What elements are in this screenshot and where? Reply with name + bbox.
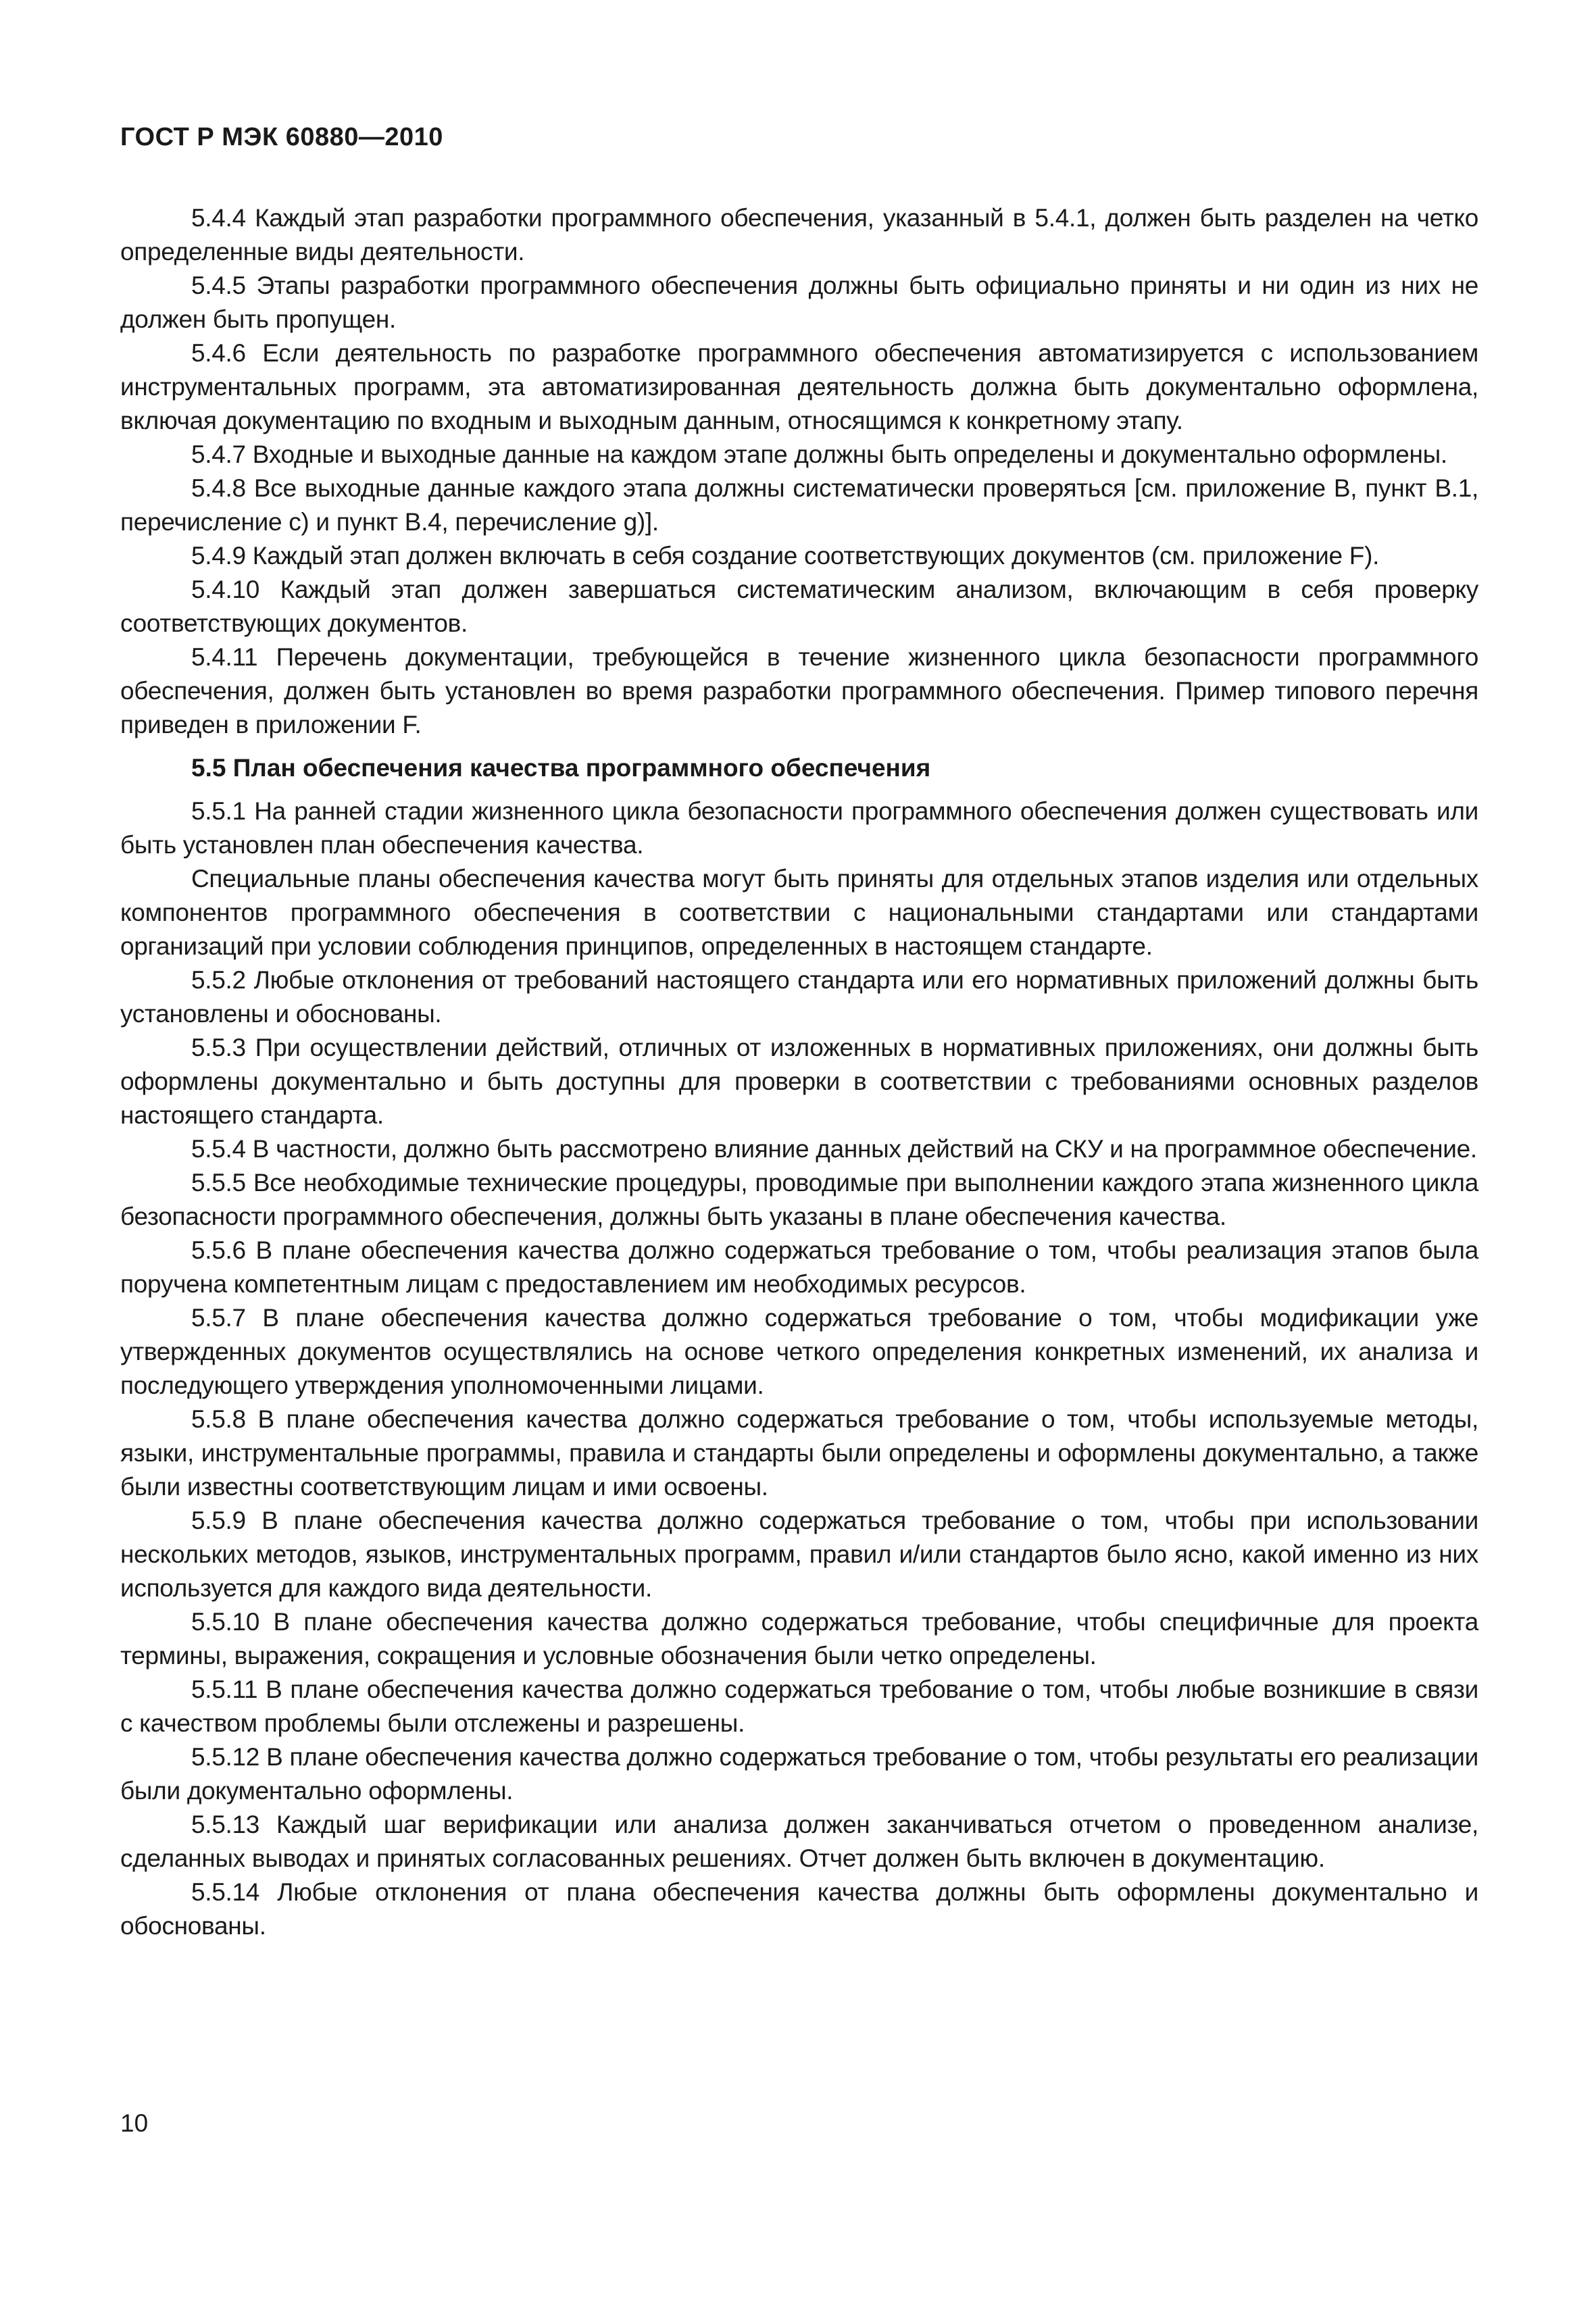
clause-5-4-6: 5.4.6 Если деятельность по разработке программного обеспечения автоматизируется с использованием инструментальных программ, эта автоматизированная деятельность должна быть документально оформлена, включая документацию по входным и выходным данным, относящимся к конкретному этапу.: [120, 339, 1478, 434]
clause-5-4-10: 5.4.10 Каждый этап должен завершаться систематическим анализом, включающим в себя проверку соответствующих документов.: [120, 576, 1478, 637]
clause-5-5-1: 5.5.1 На ранней стадии жизненного цикла безопасности программного обеспечения должен существовать или быть установлен план обеспечения качества.: [120, 797, 1478, 859]
document-body: [120, 201, 1478, 1943]
clause-5-5-7: 5.5.7 В плане обеспечения качества должно содержаться требование о том, чтобы модификации уже утвержденных документов осуществлялись на основе четкого определения конкретных изменений, их анализа и последующего утверждения уполномоченными лицами.: [120, 1304, 1478, 1399]
clause-5-5-1-special-plans: Специальные планы обеспечения качества могут быть приняты для отдельных этапов изделия или отдельных компонентов программного обеспечения в соответствии с национальными стандартами или стандартами организаций при условии соблюдения принципов, определенных в настоящем стандарте.: [120, 865, 1478, 960]
clause-5-5-11: 5.5.11 В плане обеспечения качества должно содержаться требование о том, чтобы любые возникшие в связи с качеством проблемы были отслежены и разрешены.: [120, 1676, 1478, 1737]
clause-5-5-8: 5.5.8 В плане обеспечения качества должно содержаться требование о том, чтобы используемые методы, языки, инструментальные программы, правила и стандарты были определены и оформлены документально, а также были известны соответствующим лицам и ими освоены.: [120, 1405, 1478, 1501]
clause-5-4-11: 5.4.11 Перечень документации, требующейся в течение жизненного цикла безопасности программного обеспечения, должен быть установлен во время разработки программного обеспечения. Пример типового перечня приведен в приложении F.: [120, 643, 1478, 738]
clause-5-5-13: 5.5.13 Каждый шаг верификации или анализа должен заканчиваться отчетом о проведенном анализе, сделанных выводах и принятых согласованных решениях. Отчет должен быть включен в документацию.: [120, 1811, 1478, 1872]
clause-5-4-9: 5.4.9 Каждый этап должен включать в себя создание соответствующих документов (см. приложение F).: [191, 542, 1380, 570]
clause-5-5-4: 5.5.4 В частности, должно быть рассмотрено влияние данных действий на СКУ и на программное обеспечение.: [191, 1135, 1477, 1163]
document-header: ГОСТ Р МЭК 60880—2010: [120, 123, 443, 151]
clause-5-5-6: 5.5.6 В плане обеспечения качества должно содержаться требование о том, чтобы реализация этапов была поручена компетентным лицам с предоставлением им необходимых ресурсов.: [120, 1236, 1478, 1298]
page-number: 10: [120, 2109, 149, 2137]
clause-5-4-5: 5.4.5 Этапы разработки программного обеспечения должны быть официально приняты и ни один из них не должен быть пропущен.: [120, 272, 1478, 333]
clause-5-4-7: 5.4.7 Входные и выходные данные на каждом этапе должны быть определены и документально оформлены.: [191, 441, 1447, 468]
section-heading-5-5: 5.5 План обеспечения качества программного обеспечения: [191, 754, 931, 782]
clause-5-5-5: 5.5.5 Все необходимые технические процедуры, проводимые при выполнении каждого этапа жизненного цикла безопасности программного обеспечения, должны быть указаны в плане обеспечения качества.: [120, 1169, 1478, 1230]
clause-5-5-9: 5.5.9 В плане обеспечения качества должно содержаться требование о том, чтобы при использовании нескольких методов, языков, инструментальных программ, правил и/или стандартов было ясно, какой именно из них используется для каждого вида деятельности.: [120, 1507, 1478, 1602]
clause-5-4-4: 5.4.4 Каждый этап разработки программного обеспечения, указанный в 5.4.1, должен быть разделен на четко определенные виды деятельности.: [120, 204, 1478, 266]
clause-5-5-14: 5.5.14 Любые отклонения от плана обеспечения качества должны быть оформлены документально и обоснованы.: [120, 1878, 1478, 1940]
clause-5-5-2: 5.5.2 Любые отклонения от требований настоящего стандарта или его нормативных приложений должны быть установлены и обоснованы.: [120, 966, 1478, 1028]
clause-5-5-12: 5.5.12 В плане обеспечения качества должно содержаться требование о том, чтобы результаты его реализации были документально оформлены.: [120, 1743, 1478, 1805]
clause-5-5-10: 5.5.10 В плане обеспечения качества должно содержаться требование, чтобы специфичные для проекта термины, выражения, сокращения и условные обозначения были четко определены.: [120, 1608, 1478, 1669]
clause-5-4-8: 5.4.8 Все выходные данные каждого этапа должны систематически проверяться [см. приложение В, пункт В.1, перечисление с) и пункт В.4, перечисление g)].: [120, 474, 1478, 536]
clause-5-5-3: 5.5.3 При осуществлении действий, отличных от изложенных в нормативных приложениях, они должны быть оформлены документально и быть доступны для проверки в соответствии с требованиями основных разделов настоящего стандарта.: [120, 1034, 1478, 1129]
